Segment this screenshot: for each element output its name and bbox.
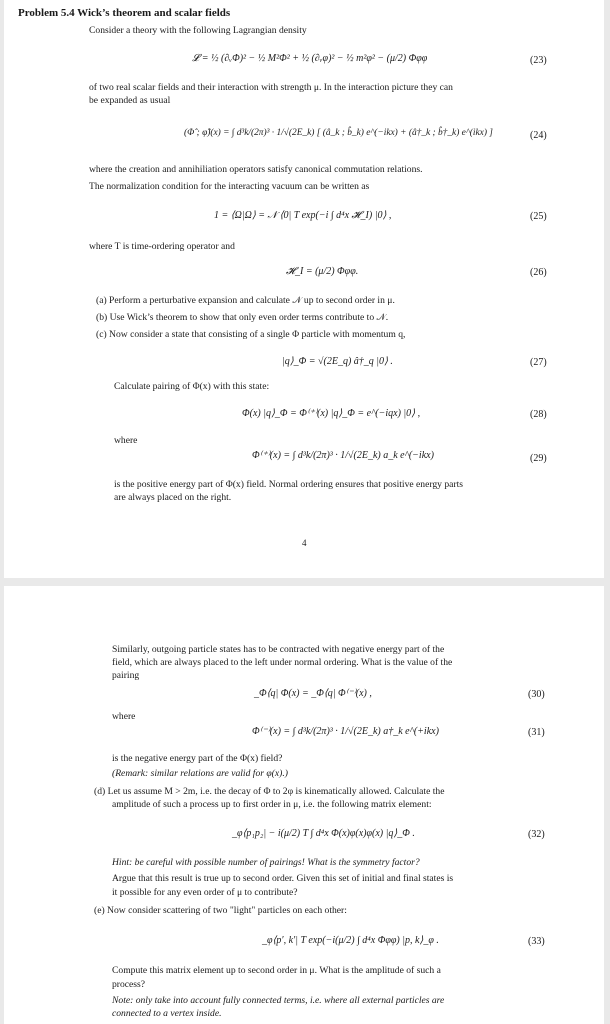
intro-text: Consider a theory with the following Lagrangian density	[89, 25, 307, 36]
equation-number-24: (24)	[530, 130, 547, 141]
item-c: (c) Now consider a state that consisting of a single Φ particle with momentum q,	[96, 329, 406, 340]
equation-number-33: (33)	[528, 936, 545, 947]
equation-31: Φ⁽⁻⁾(x) = ∫ d³k/(2π)³ · 1/√(2E_k) a†_k e^(+ikx)	[252, 726, 439, 737]
equation-26: 𝓗_I = (μ/2) Φφφ.	[286, 266, 359, 277]
paragraph-line: are always placed on the right.	[114, 492, 232, 503]
equation-29: Φ⁽⁺⁾(x) = ∫ d³k/(2π)³ · 1/√(2E_k) a_k e^(−ikx)	[252, 450, 434, 461]
equation-number-25: (25)	[530, 211, 547, 222]
equation-32: _φ⟨p₁p₂| − i(μ/2) T ∫ d⁴x Φ(x)φ(x)φ(x) |q⟩_Φ .	[232, 828, 415, 839]
equation-number-30: (30)	[528, 689, 545, 700]
paragraph-line: process?	[112, 979, 146, 990]
paragraph-line: field, which are always placed to the left under normal ordering. What is the value of the	[112, 657, 453, 668]
equation-number-26: (26)	[530, 267, 547, 278]
equation-30: _Φ⟨q| Φ(x) = _Φ⟨q| Φ⁽⁻⁾(x) ,	[254, 688, 372, 699]
equation-number-28: (28)	[530, 409, 547, 420]
paragraph-line: is the positive energy part of Φ(x) field. Normal ordering ensures that positive energy parts	[114, 479, 464, 490]
where-label: where	[114, 435, 138, 446]
paragraph-line: The normalization condition for the interacting vacuum can be written as	[89, 181, 370, 192]
note: Note: only take into account fully connected terms, i.e. where all external particles are	[112, 995, 445, 1006]
paragraph-line: it possible for any even order of μ to contribute?	[112, 887, 298, 898]
page-number: 4	[302, 538, 307, 548]
item-e: (e) Now consider scattering of two "light" particles on each other:	[94, 905, 347, 916]
equation-28: Φ(x) |q⟩_Φ = Φ⁽⁺⁾(x) |q⟩_Φ = e^(−iqx) |0⟩ ,	[242, 408, 421, 419]
equation-33: _φ⟨p′, k′| T exp(−i(μ/2) ∫ d⁴x Φφφ) |p, k⟩_φ .	[262, 935, 439, 946]
paragraph-line: pairing	[112, 670, 140, 681]
item-b: (b) Use Wick’s theorem to show that only even order terms contribute to 𝒩.	[96, 312, 389, 323]
paragraph-line: of two real scalar fields and their interaction with strength μ. In the interaction picture they can	[89, 82, 453, 93]
paragraph-line: Argue that this result is true up to second order. Given this set of initial and final states is	[112, 873, 454, 884]
problem-title: Problem 5.4 Wick’s theorem and scalar fields	[18, 7, 231, 19]
paragraph-line: Compute this matrix element up to second order in μ. What is the amplitude of such a	[112, 965, 441, 976]
item-d-continued: amplitude of such a process up to first order in μ, i.e. the following matrix element:	[112, 799, 432, 810]
item-d: (d) Let us assume M > 2m, i.e. the decay of Φ to 2φ is kinematically allowed. Calculate the	[94, 786, 445, 797]
paragraph-line: where the creation and annihiliation operators satisfy canonical commutation relations.	[89, 164, 423, 175]
remark: (Remark: similar relations are valid for φ(x).)	[112, 768, 288, 779]
paragraph-line: be expanded as usual	[89, 95, 171, 106]
equation-number-29: (29)	[530, 453, 547, 464]
paragraph-line: is the negative energy part of the Φ(x) field?	[112, 753, 283, 764]
page-2	[4, 586, 604, 1024]
equation-number-31: (31)	[528, 727, 545, 738]
item-a: (a) Perform a perturbative expansion and calculate 𝒩 up to second order in μ.	[96, 295, 395, 306]
paragraph-line: where T is time-ordering operator and	[89, 241, 235, 252]
equation-25: 1 = ⟨Ω|Ω⟩ = 𝒩 ⟨0| T exp(−i ∫ d⁴x 𝓗_I) |0⟩ ,	[214, 210, 392, 221]
paragraph-line: Calculate pairing of Φ(x) with this state:	[114, 381, 270, 392]
paragraph-line: Similarly, outgoing particle states has to be contracted with negative energy part of the	[112, 644, 445, 655]
equation-number-32: (32)	[528, 829, 545, 840]
page-1	[4, 0, 604, 578]
equation-number-27: (27)	[530, 357, 547, 368]
equation-27: |q⟩_Φ = √(2E_q) â†_q |0⟩ .	[282, 356, 393, 367]
equation-23: 𝓛 = ½ (∂ᵥΦ)² − ½ M²Φ² + ½ (∂ᵥφ)² − ½ m²φ² − (μ/2) Φφφ	[192, 53, 428, 64]
hint: Hint: be careful with possible number of pairings! What is the symmetry factor?	[112, 857, 420, 868]
equation-number-23: (23)	[530, 55, 547, 66]
equation-24: (Φ̂ ; φ̂)(x) = ∫ d³k/(2π)³ · 1/√(2E_k) [ (â_k ; b̂_k) e^(−ikx) + (â†_k ; b̂†_k) e^(ikx) ]	[184, 128, 493, 138]
note-continued: connected to a vertex inside.	[112, 1008, 222, 1019]
where-label: where	[112, 711, 136, 722]
